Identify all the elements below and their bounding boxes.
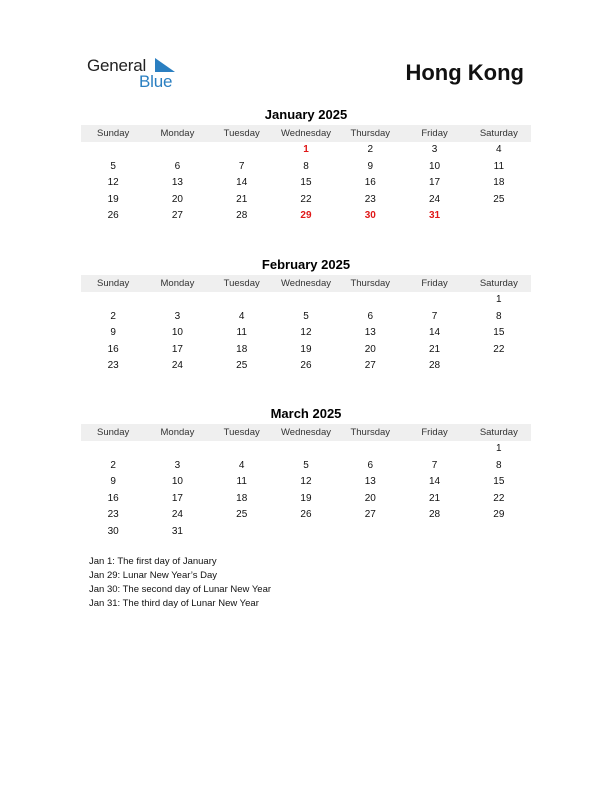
day-cell: 17 (428, 177, 441, 188)
day-cell: 3 (431, 144, 438, 155)
note-item: Jan 30: The second day of Lunar New Year (89, 584, 272, 595)
day-cell: 22 (300, 193, 312, 205)
week-row (81, 192, 531, 209)
day-cell: 23 (107, 360, 119, 371)
day-cell: 15 (493, 327, 505, 338)
day-cell: 1 (496, 443, 502, 454)
empty-day-cell (402, 524, 466, 541)
day-cell: 21 (236, 193, 248, 205)
empty-day-cell (467, 358, 531, 375)
day-cell: 2 (110, 459, 116, 471)
week-row (81, 458, 531, 475)
day-cell: 26 (300, 509, 312, 520)
day-cell: 4 (238, 459, 245, 471)
day-cell: 5 (303, 459, 309, 471)
day-cell: 28 (428, 509, 441, 520)
empty-day-cell (467, 524, 531, 541)
day-cell: 25 (493, 193, 505, 205)
empty-day-cell (274, 292, 338, 309)
day-cell: 8 (496, 310, 502, 322)
day-cell: 16 (364, 177, 376, 188)
weekday-label: Sunday (97, 427, 130, 438)
day-cell: 7 (431, 459, 438, 471)
month-title: March 2025 (270, 406, 342, 421)
empty-day-cell (81, 292, 145, 309)
week-row (81, 175, 531, 192)
day-cell: 23 (107, 509, 119, 520)
week-row (81, 358, 531, 375)
weekday-header (81, 125, 531, 142)
day-cell: 5 (303, 310, 309, 322)
day-cell: 3 (174, 459, 181, 471)
day-cell: 26 (300, 360, 312, 371)
day-cell: 9 (367, 160, 374, 172)
weekday-label: Thursday (350, 278, 391, 289)
week-row (81, 309, 531, 326)
day-cell: 30 (107, 525, 119, 537)
week-row (81, 474, 531, 491)
day-cell: 8 (303, 160, 309, 172)
day-cell: 14 (428, 476, 441, 487)
empty-day-cell (145, 441, 209, 458)
weekday-label: Wednesday (280, 278, 331, 289)
day-cell: 12 (107, 177, 119, 188)
empty-day-cell (402, 441, 466, 458)
empty-day-cell (81, 441, 145, 458)
week-row (81, 507, 531, 524)
day-cell: 6 (174, 160, 181, 172)
day-cell: 10 (171, 476, 183, 487)
day-cell: 6 (367, 459, 374, 471)
holiday-notes (89, 555, 271, 611)
day-cell: 13 (364, 327, 376, 338)
day-cell: 27 (171, 210, 183, 221)
day-cell: 17 (171, 492, 183, 504)
day-cell: 25 (236, 509, 248, 520)
day-cell: 24 (171, 360, 183, 371)
day-cell: 28 (236, 210, 248, 221)
weekday-label: Monday (160, 427, 195, 438)
day-cell: 14 (236, 177, 248, 188)
empty-day-cell (274, 441, 338, 458)
day-cell: 28 (428, 360, 441, 371)
day-cell: 31 (428, 210, 441, 221)
weekday-label: Saturday (479, 128, 518, 139)
day-cell: 21 (428, 343, 441, 355)
weekday-header (81, 424, 531, 441)
day-cell: 8 (496, 459, 502, 471)
brand-logo (87, 56, 187, 92)
logo-triangle-icon (155, 58, 175, 72)
day-cell: 10 (428, 160, 441, 172)
empty-day-cell (210, 142, 274, 159)
day-cell: 6 (367, 310, 374, 322)
day-cell: 12 (300, 327, 312, 338)
day-cell: 20 (364, 492, 376, 504)
weekday-label: Sunday (97, 128, 130, 139)
day-cell: 13 (364, 476, 376, 487)
day-cell: 15 (300, 177, 312, 188)
day-cell: 24 (171, 509, 183, 520)
day-cell: 10 (171, 327, 183, 338)
weekday-label: Saturday (479, 427, 518, 438)
day-cell: 25 (236, 360, 248, 371)
weekday-label: Friday (421, 128, 448, 139)
day-cell: 27 (364, 509, 376, 520)
day-cell: 11 (493, 160, 505, 172)
weekday-label: Monday (160, 128, 195, 139)
logo-word-blue: Blue (139, 72, 173, 91)
day-cell: 18 (236, 492, 248, 504)
day-cell: 19 (300, 343, 312, 355)
day-cell: 9 (110, 476, 116, 487)
weekday-label: Wednesday (280, 427, 331, 438)
note-item: Jan 1: The first day of January (89, 556, 217, 567)
weekday-label: Tuesday (223, 278, 260, 289)
day-cell: 23 (364, 193, 376, 205)
day-cell: 22 (493, 343, 505, 355)
empty-day-cell (81, 142, 145, 159)
day-cell: 18 (236, 343, 248, 355)
day-cell: 7 (238, 160, 245, 172)
day-cell: 18 (493, 177, 505, 188)
day-cell: 17 (171, 343, 183, 355)
day-cell: 29 (493, 509, 505, 520)
empty-day-cell (338, 292, 402, 309)
weekday-label: Friday (421, 278, 448, 289)
empty-day-cell (210, 524, 274, 541)
week-row (81, 159, 531, 176)
day-cell: 16 (107, 492, 119, 504)
week-row (81, 325, 531, 342)
note-item: Jan 31: The third day of Lunar New Year (89, 598, 259, 609)
day-cell: 12 (300, 476, 312, 487)
day-cell: 2 (367, 144, 374, 155)
empty-day-cell (145, 142, 209, 159)
week-row (81, 524, 531, 541)
day-cell: 30 (364, 210, 376, 221)
day-cell: 3 (174, 310, 181, 322)
day-cell: 1 (496, 294, 502, 305)
empty-day-cell (467, 208, 531, 225)
day-cell: 24 (428, 193, 441, 205)
empty-day-cell (274, 524, 338, 541)
week-row (81, 342, 531, 359)
day-cell: 19 (107, 193, 119, 205)
day-cell: 21 (428, 492, 441, 504)
day-cell: 27 (364, 360, 376, 371)
logo-word-general: General (87, 56, 147, 75)
week-row (81, 491, 531, 508)
day-cell: 20 (364, 343, 376, 355)
empty-day-cell (210, 441, 274, 458)
weekday-label: Tuesday (223, 427, 260, 438)
weekday-label: Tuesday (223, 128, 260, 139)
day-cell: 26 (107, 210, 119, 221)
month-title: January 2025 (264, 107, 348, 122)
day-cell: 14 (428, 327, 441, 338)
day-cell: 29 (300, 210, 312, 221)
week-row (81, 292, 531, 309)
weekday-label: Friday (421, 427, 448, 438)
month-february (81, 256, 531, 375)
day-cell: 31 (171, 525, 183, 537)
empty-day-cell (338, 441, 402, 458)
weekday-label: Wednesday (280, 128, 331, 139)
day-cell: 15 (493, 476, 505, 487)
weekday-label: Thursday (350, 128, 391, 139)
day-cell: 9 (110, 327, 116, 338)
weekday-label: Saturday (479, 278, 518, 289)
month-title: February 2025 (261, 257, 351, 272)
day-cell: 13 (171, 177, 183, 188)
weekday-label: Sunday (97, 278, 130, 289)
day-cell: 1 (303, 144, 309, 155)
day-cell: 19 (300, 492, 312, 504)
day-cell: 4 (238, 310, 245, 322)
day-cell: 11 (236, 327, 247, 338)
week-row (81, 441, 531, 458)
day-cell: 7 (431, 310, 438, 322)
empty-day-cell (402, 292, 466, 309)
week-row (81, 142, 531, 159)
weekday-header (81, 275, 531, 292)
weekday-label: Thursday (350, 427, 391, 438)
month-march (81, 405, 531, 540)
day-cell: 5 (110, 160, 116, 172)
day-cell: 11 (236, 476, 247, 487)
country-title: Hong Kong (405, 60, 524, 85)
empty-day-cell (210, 292, 274, 309)
day-cell: 2 (110, 310, 116, 322)
day-cell: 4 (496, 144, 502, 155)
day-cell: 22 (493, 492, 505, 504)
day-cell: 16 (107, 343, 119, 355)
note-item: Jan 29: Lunar New Year’s Day (89, 570, 217, 581)
empty-day-cell (145, 292, 209, 309)
month-january (81, 106, 531, 225)
week-row (81, 208, 531, 225)
day-cell: 20 (171, 193, 183, 205)
empty-day-cell (338, 524, 402, 541)
weekday-label: Monday (160, 278, 195, 289)
